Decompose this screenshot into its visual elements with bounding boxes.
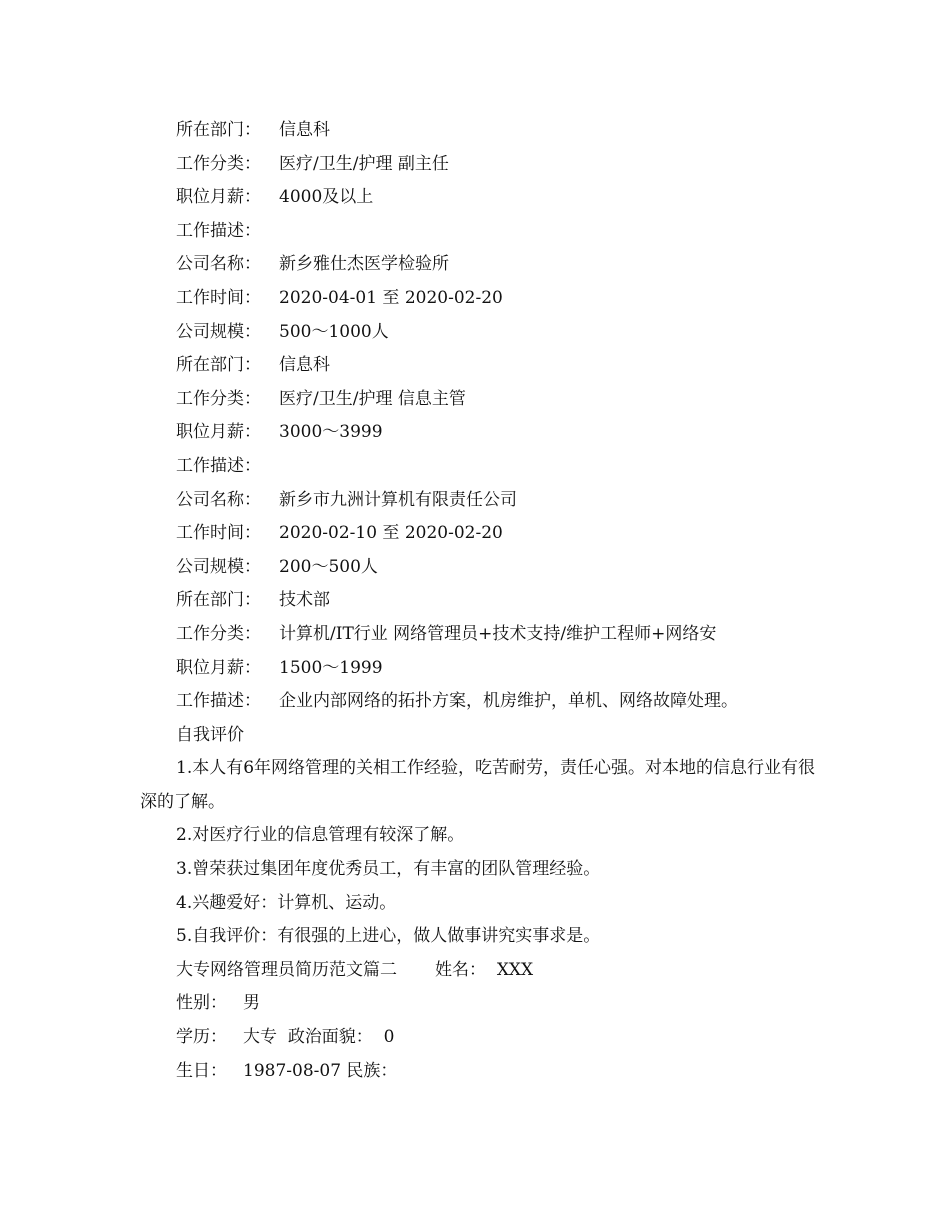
document-body: [140, 114, 830, 1088]
job3-dept-row: [140, 584, 830, 618]
scale-label: 公司规模：: [176, 321, 261, 342]
gender-row: [140, 987, 830, 1021]
dept-label: 所在部门：: [176, 355, 261, 376]
category-value: 医疗/卫生/护理 信息主管: [279, 388, 466, 409]
desc-label: 工作描述：: [176, 691, 261, 712]
job2-time-row: [140, 282, 830, 316]
job2-salary-row: [140, 416, 830, 450]
company-value: 新乡市九洲计算机有限责任公司: [279, 489, 517, 510]
self-eval-item-2: 2.对医疗行业的信息管理有较深了解。: [176, 825, 465, 846]
job2-desc-row: [140, 450, 830, 484]
self-eval-item-4: 4.兴趣爱好：计算机、运动。: [176, 892, 397, 913]
job2-category-row: [140, 383, 830, 417]
self-eval-heading: 自我评价: [176, 724, 244, 745]
time-value: 2020-04-01 至 2020-02-20: [279, 287, 503, 308]
job2-dept-row: [140, 349, 830, 383]
dept-label: 所在部门：: [176, 120, 261, 140]
job3-salary-row: [140, 652, 830, 686]
salary-value: 4000及以上: [279, 187, 374, 208]
dept-value: 信息科: [279, 120, 330, 140]
company-label: 公司名称：: [176, 489, 261, 510]
category-value: 医疗/卫生/护理 副主任: [279, 153, 449, 174]
category-row: [140, 148, 830, 182]
company-label: 公司名称：: [176, 254, 261, 275]
political-label: 政治面貌：: [287, 1027, 373, 1048]
edu-row: [140, 1021, 830, 1055]
time-label: 工作时间：: [176, 287, 261, 308]
edu-label: 学历：: [176, 1027, 227, 1048]
scale-label: 公司规模：: [176, 556, 261, 577]
time-value: 2020-02-10 至 2020-02-20: [279, 523, 503, 544]
time-label: 工作时间：: [176, 523, 261, 544]
ethnic-label: 民族：: [346, 1060, 398, 1081]
job3-desc-row: [140, 685, 830, 719]
scale-value: 500～1000人: [279, 321, 389, 342]
dept-value: 信息科: [279, 355, 330, 376]
resume2-title-row: [140, 954, 830, 988]
birth-row: [140, 1055, 830, 1089]
desc-value: 企业内部网络的拓扑方案，机房维护，单机、网络故障处理。: [279, 691, 738, 712]
job3-category-row: [140, 618, 830, 652]
self-eval-item-5: 5.自我评价：有很强的上进心，做人做事讲究实事求是。: [176, 926, 601, 947]
scale-value: 200～500人: [279, 556, 378, 577]
gender-value: 男: [243, 993, 260, 1014]
job2-scale-row: [140, 316, 830, 350]
job2-company-row: [140, 248, 830, 282]
gender-label: 性别：: [176, 993, 227, 1014]
desc-row: [140, 215, 830, 249]
name-value: XXX: [496, 959, 534, 980]
political-value: 0: [383, 1027, 395, 1048]
desc-label: 工作描述：: [176, 220, 261, 241]
job3-company-row: [140, 484, 830, 518]
salary-label: 职位月薪：: [176, 422, 261, 443]
dept-label: 所在部门：: [176, 590, 261, 611]
salary-row: [140, 181, 830, 215]
birth-label: 生日：: [176, 1060, 227, 1081]
resume2-title: 大专网络管理员简历范文篇二: [176, 959, 397, 980]
dept-row: [140, 114, 830, 148]
desc-label: 工作描述：: [176, 455, 261, 476]
category-label: 工作分类：: [176, 388, 261, 409]
dept-value: 技术部: [279, 590, 330, 611]
salary-label: 职位月薪：: [176, 657, 261, 678]
company-value: 新乡雅仕杰医学检验所: [279, 254, 449, 275]
job3-scale-row: [140, 551, 830, 585]
self-eval-item-3: 3.曾荣获过集团年度优秀员工，有丰富的团队管理经验。: [176, 859, 601, 880]
category-label: 工作分类：: [176, 623, 261, 644]
birth-value: 1987-08-07: [243, 1060, 342, 1081]
category-label: 工作分类：: [176, 153, 261, 174]
salary-value: 1500～1999: [279, 657, 383, 678]
job3-time-row: [140, 517, 830, 551]
category-value: 计算机/IT行业 网络管理员+技术支持/维护工程师+网络安: [279, 623, 717, 644]
salary-label: 职位月薪：: [176, 187, 261, 208]
salary-value: 3000～3999: [279, 422, 383, 443]
edu-value: 大专: [243, 1027, 277, 1048]
name-label: 姓名：: [435, 959, 486, 980]
self-eval-item-1: 1.本人有6年网络管理的关相工作经验，吃苦耐劳，责任心强。对本地的信息行业有很深的了解。: [140, 758, 816, 812]
